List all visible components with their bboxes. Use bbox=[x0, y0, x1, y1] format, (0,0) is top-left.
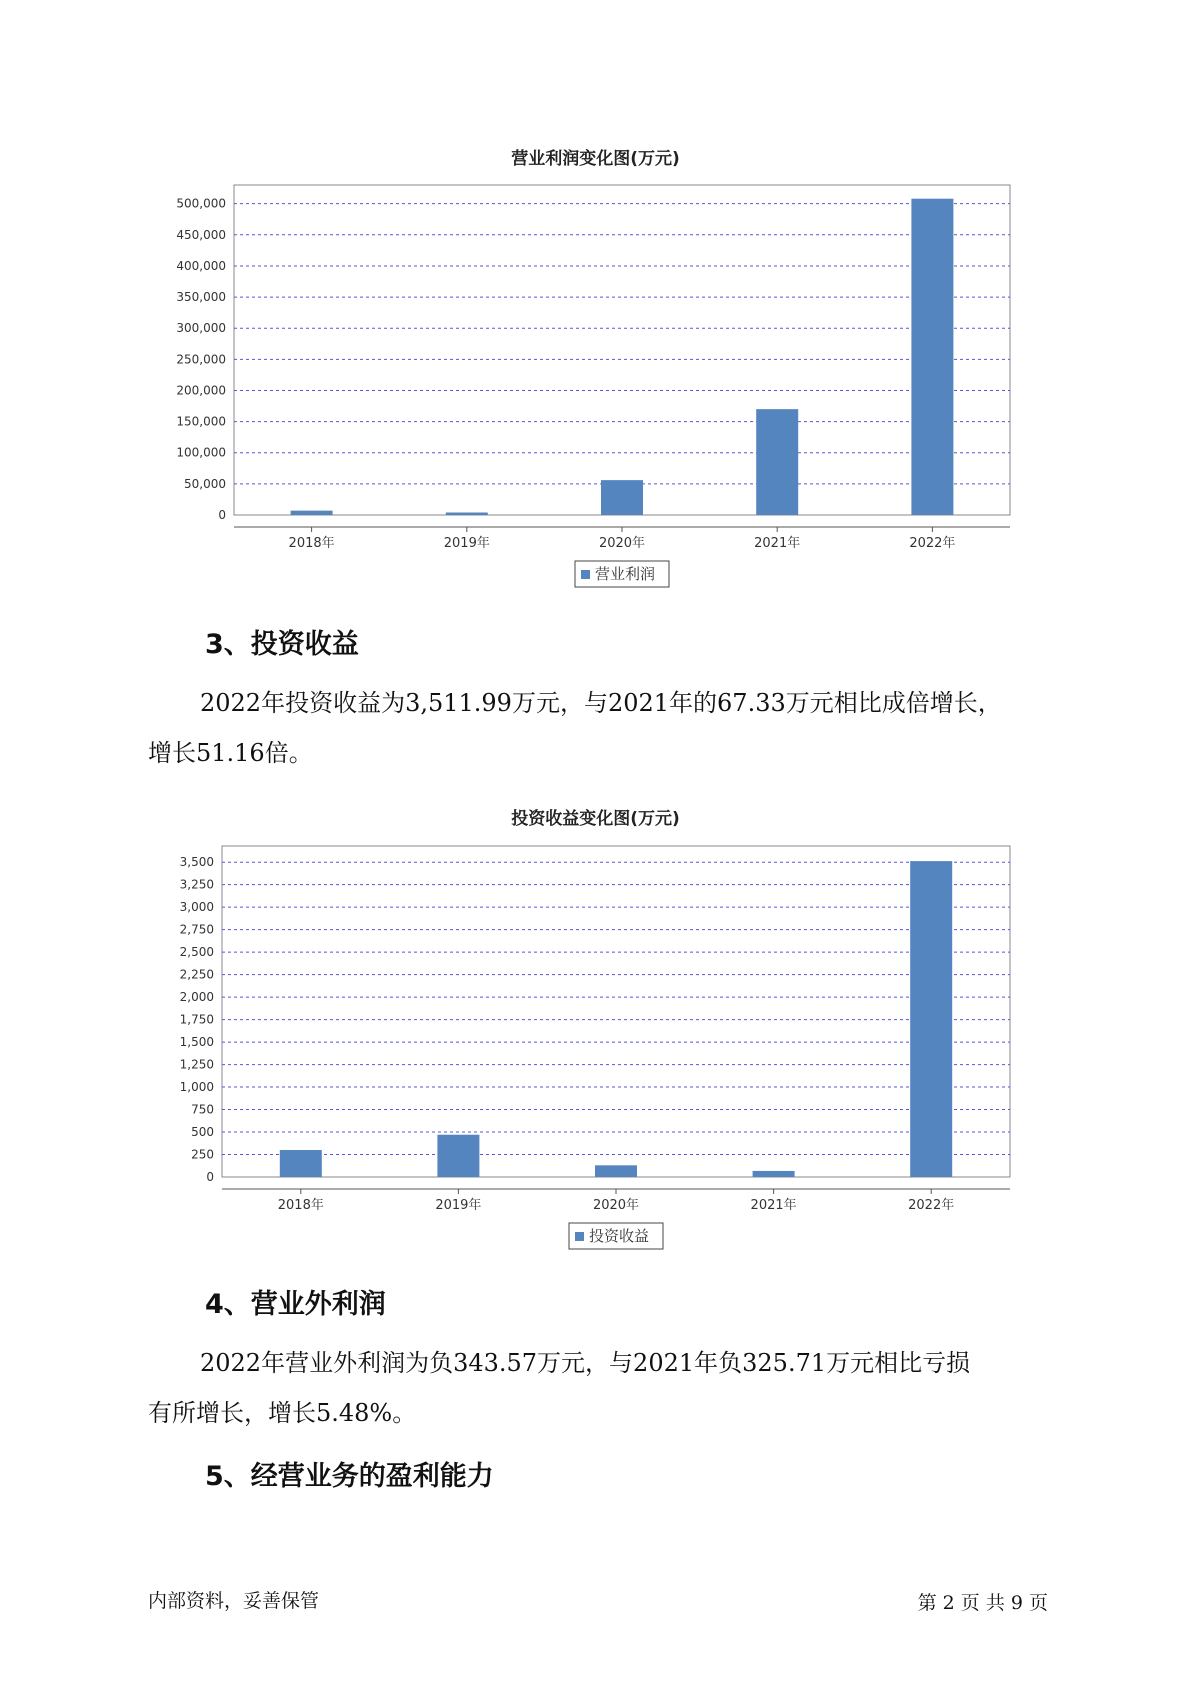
legend-swatch bbox=[581, 570, 590, 579]
y-tick-label: 1,500 bbox=[179, 1035, 214, 1050]
paragraph-line: 2022年营业外利润为负343.57万元，与2021年负325.71万元相比亏损 bbox=[200, 1349, 971, 1377]
y-tick-label: 50,000 bbox=[184, 476, 226, 491]
chart-title-operating-profit: 营业利润变化图(万元) bbox=[511, 149, 680, 169]
bar bbox=[910, 861, 952, 1177]
bar bbox=[595, 1165, 637, 1177]
y-tick-label: 750 bbox=[191, 1102, 214, 1117]
y-tick-label: 100,000 bbox=[176, 445, 226, 460]
paragraph-line: 增长51.16倍。 bbox=[148, 739, 313, 767]
x-tick-label: 2019年 bbox=[443, 536, 490, 551]
bar bbox=[756, 409, 798, 515]
y-tick-label: 300,000 bbox=[176, 321, 226, 336]
y-tick-label: 2,500 bbox=[179, 945, 214, 960]
footer-confidential-note: 内部资料，妥善保管 bbox=[148, 1590, 320, 1612]
y-tick-label: 0 bbox=[206, 1170, 214, 1184]
legend-label: 投资收益 bbox=[589, 1227, 650, 1245]
paragraph-line: 有所增长，增长5.48%。 bbox=[148, 1399, 417, 1427]
x-tick-label: 2021年 bbox=[750, 1198, 797, 1213]
y-tick-label: 2,250 bbox=[179, 967, 214, 982]
x-tick-label: 2020年 bbox=[598, 536, 646, 551]
y-tick-label: 2,000 bbox=[179, 990, 214, 1005]
y-tick-label: 3,250 bbox=[179, 877, 214, 892]
y-tick-label: 450,000 bbox=[176, 227, 226, 242]
x-tick-label: 2021年 bbox=[754, 536, 801, 551]
y-tick-label: 250,000 bbox=[176, 352, 226, 367]
paragraph-line: 2022年投资收益为3,511.99万元，与2021年的67.33万元相比成倍增长， bbox=[200, 689, 1002, 717]
y-tick-label: 500,000 bbox=[176, 196, 226, 211]
y-tick-label: 150,000 bbox=[176, 414, 226, 429]
bar bbox=[291, 511, 333, 515]
section-heading-non-operating-profit: 4、营业外利润 bbox=[205, 1289, 386, 1320]
section-heading-business-profitability: 5、经营业务的盈利能力 bbox=[205, 1461, 494, 1492]
bar bbox=[601, 480, 643, 515]
section-heading-investment-income: 3、投资收益 bbox=[205, 629, 359, 660]
chart-operating-profit bbox=[0, 170, 1191, 590]
y-tick-label: 500 bbox=[191, 1125, 214, 1140]
bar bbox=[437, 1135, 479, 1177]
x-tick-label: 2018年 bbox=[288, 536, 335, 551]
y-tick-label: 3,500 bbox=[179, 855, 214, 870]
paragraph-non-operating-profit bbox=[148, 1338, 1078, 1438]
chart-investment-income bbox=[0, 830, 1191, 1250]
y-tick-label: 400,000 bbox=[176, 258, 226, 273]
paragraph-investment-income bbox=[148, 678, 1078, 778]
bar bbox=[446, 513, 488, 515]
x-tick-label: 2022年 bbox=[908, 1198, 955, 1213]
x-tick-label: 2022年 bbox=[909, 536, 956, 551]
plot-area bbox=[222, 846, 1010, 1177]
x-tick-label: 2020年 bbox=[592, 1198, 640, 1213]
footer-page-number: 第 2 页 共 9 页 bbox=[917, 1592, 1048, 1614]
y-tick-label: 250 bbox=[191, 1147, 214, 1162]
bar bbox=[911, 199, 953, 515]
x-tick-label: 2019年 bbox=[435, 1198, 482, 1213]
y-tick-label: 0 bbox=[218, 508, 226, 522]
x-tick-label: 2018年 bbox=[277, 1198, 324, 1213]
legend-label: 营业利润 bbox=[595, 565, 656, 583]
y-tick-label: 1,250 bbox=[179, 1057, 214, 1072]
y-tick-label: 2,750 bbox=[179, 922, 214, 937]
bar bbox=[280, 1150, 322, 1177]
chart-title-investment-income: 投资收益变化图(万元) bbox=[511, 809, 680, 829]
legend-swatch bbox=[575, 1232, 584, 1241]
y-tick-label: 350,000 bbox=[176, 290, 226, 305]
y-tick-label: 1,000 bbox=[179, 1080, 214, 1095]
y-tick-label: 3,000 bbox=[179, 900, 214, 915]
y-tick-label: 200,000 bbox=[176, 383, 226, 398]
bar bbox=[753, 1171, 795, 1177]
y-tick-label: 1,750 bbox=[179, 1012, 214, 1027]
